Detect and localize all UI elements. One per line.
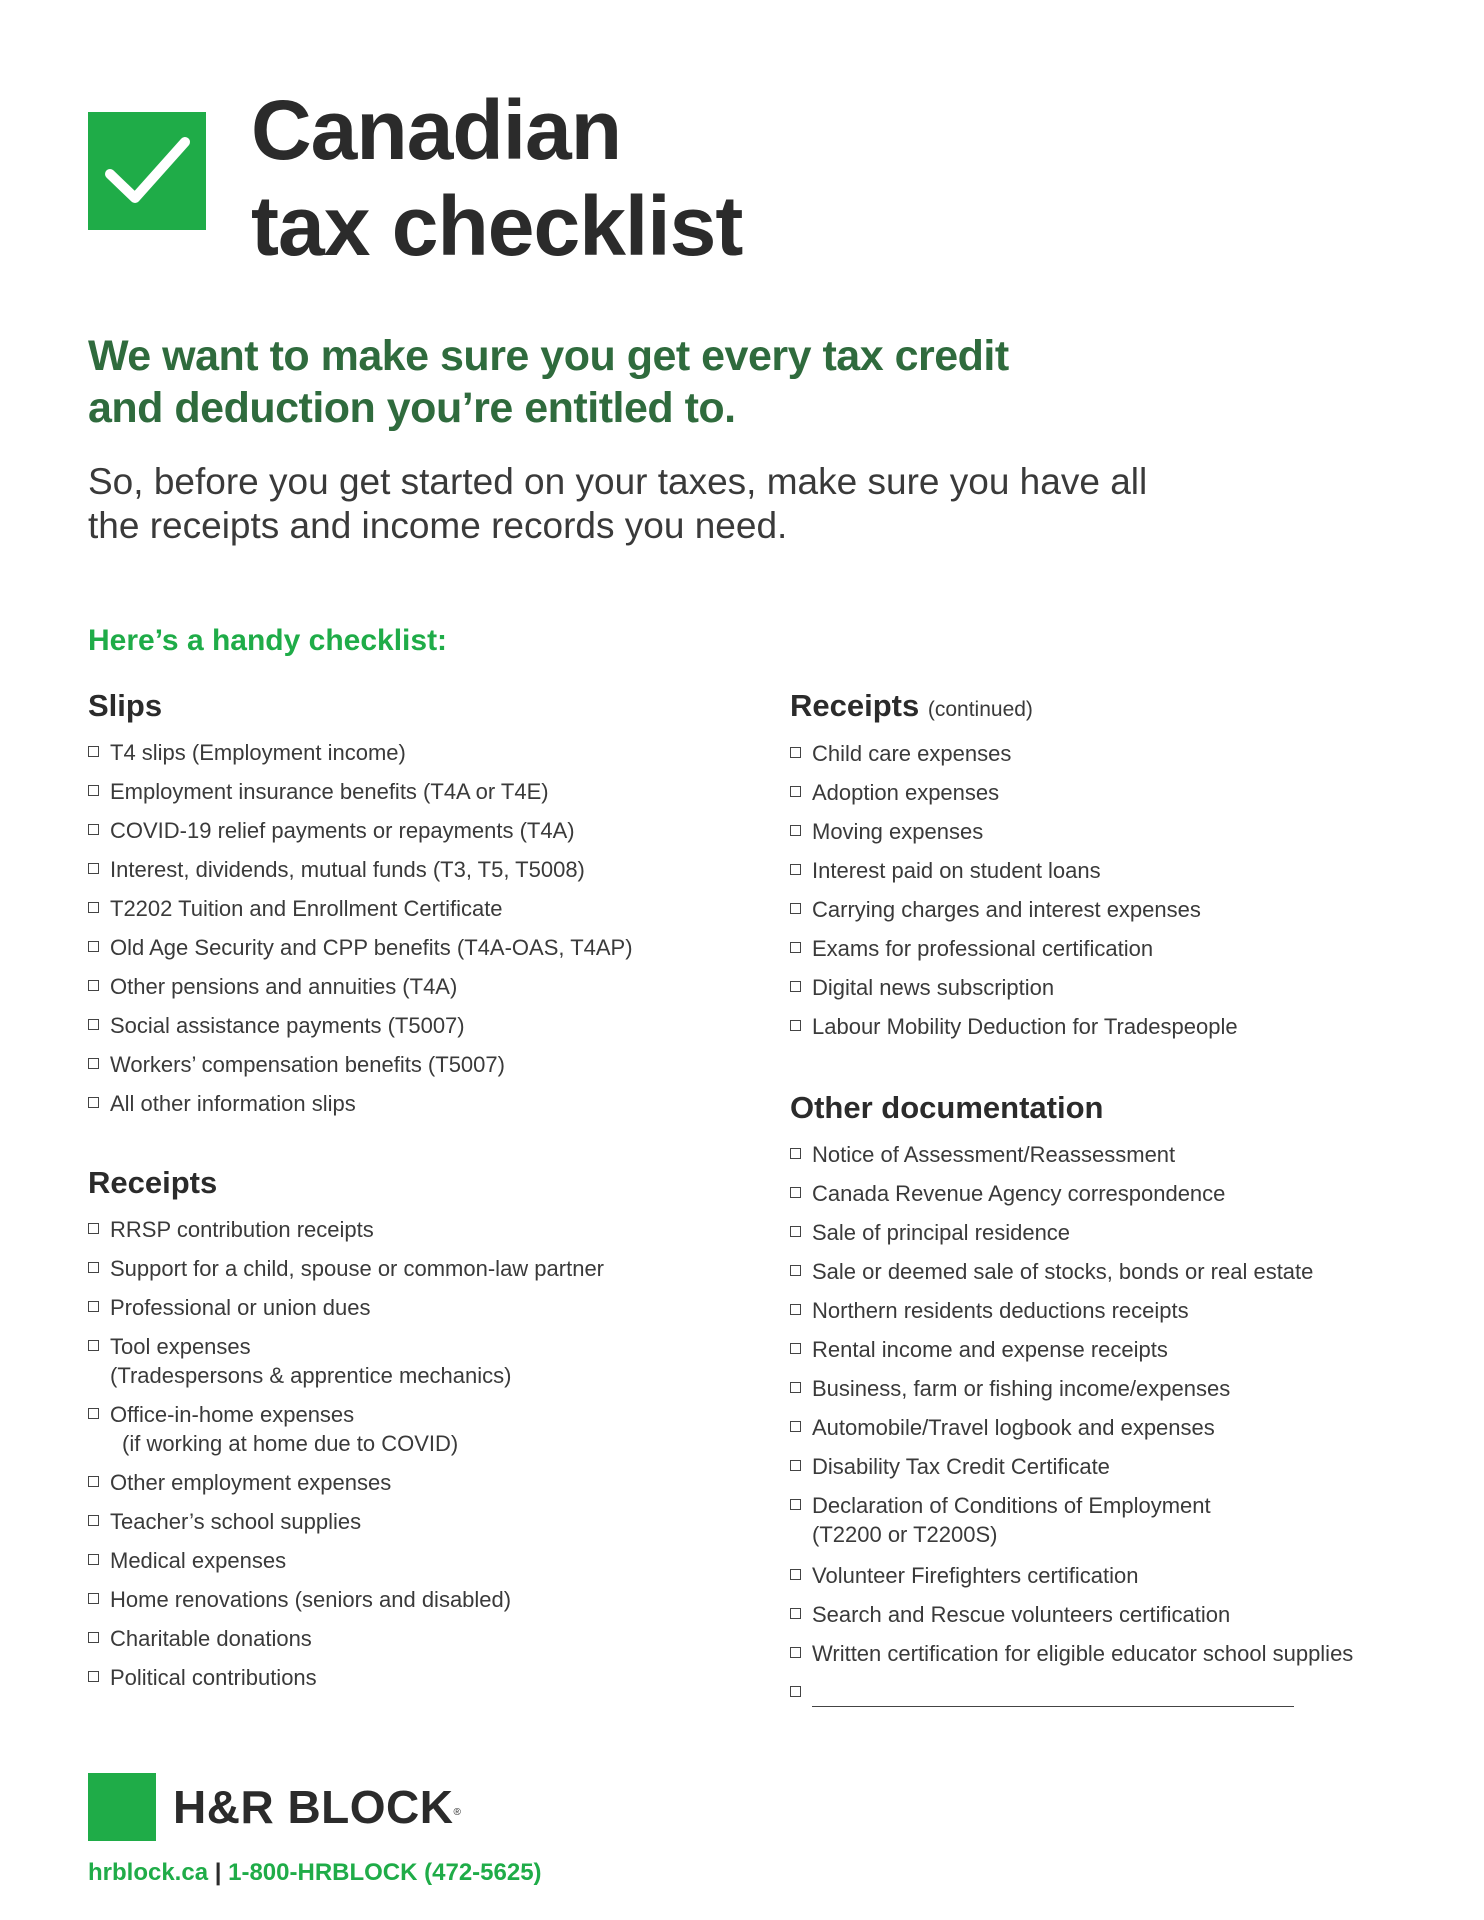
list-item[interactable]: T2202 Tuition and Enrollment Certificate [88, 894, 633, 933]
checkbox-icon[interactable] [88, 1476, 99, 1487]
list-item[interactable]: Declaration of Conditions of Employment (T2200 or T2200S) [790, 1491, 1353, 1561]
list-item[interactable]: Search and Rescue volunteers certification [790, 1600, 1353, 1639]
list-item[interactable]: Northern residents deductions receipts [790, 1296, 1353, 1335]
list-item[interactable]: Charitable donations [88, 1624, 604, 1663]
checkbox-icon[interactable] [790, 981, 801, 992]
list-item[interactable]: Political contributions [88, 1663, 604, 1702]
list-item[interactable]: Child care expenses [790, 739, 1238, 778]
checkbox-icon[interactable] [88, 1408, 99, 1419]
list-item[interactable]: Tool expenses (Tradespersons & apprentice mechanics) [88, 1332, 604, 1400]
slips-list [88, 738, 633, 1128]
continued-note: (continued) [927, 698, 1033, 721]
list-item[interactable]: Other pensions and annuities (T4A) [88, 972, 633, 1011]
list-item[interactable]: Interest, dividends, mutual funds (T3, T5, T5008) [88, 855, 633, 894]
list-item[interactable]: Rental income and expense receipts [790, 1335, 1353, 1374]
checkbox-icon[interactable] [88, 941, 99, 952]
checkbox-icon[interactable] [88, 1593, 99, 1604]
list-item[interactable]: Written certification for eligible educator school supplies [790, 1639, 1353, 1678]
list-item[interactable]: RRSP contribution receipts [88, 1215, 604, 1254]
list-item[interactable]: Automobile/Travel logbook and expenses [790, 1413, 1353, 1452]
list-item[interactable] [790, 1678, 1353, 1717]
list-item[interactable]: Canada Revenue Agency correspondence [790, 1179, 1353, 1218]
list-item[interactable]: Support for a child, spouse or common-law partner [88, 1254, 604, 1293]
list-item[interactable]: Old Age Security and CPP benefits (T4A-OAS, T4AP) [88, 933, 633, 972]
checkbox-icon[interactable] [88, 1301, 99, 1312]
checkbox-icon[interactable] [790, 1686, 801, 1697]
checkbox-icon[interactable] [88, 902, 99, 913]
page-title-line-2: tax checklist [251, 179, 743, 273]
checkbox-icon[interactable] [790, 1020, 801, 1031]
list-item[interactable]: Volunteer Firefighters certification [790, 1561, 1353, 1600]
list-item[interactable]: Social assistance payments (T5007) [88, 1011, 633, 1050]
checkbox-icon[interactable] [790, 903, 801, 914]
checkbox-icon[interactable] [88, 1515, 99, 1526]
list-item[interactable]: Office-in-home expenses (if working at home due to COVID) [88, 1400, 604, 1468]
checkbox-icon[interactable] [88, 824, 99, 835]
checkbox-icon[interactable] [88, 1223, 99, 1234]
write-in-blank-field[interactable] [812, 1688, 1294, 1707]
list-item[interactable]: Disability Tax Credit Certificate [790, 1452, 1353, 1491]
receipts-list [88, 1215, 604, 1702]
checkbox-icon[interactable] [88, 1058, 99, 1069]
checkbox-icon[interactable] [790, 1421, 801, 1432]
list-item[interactable]: Exams for professional certification [790, 934, 1238, 973]
checkbox-icon[interactable] [790, 864, 801, 875]
checkmark-icon [88, 112, 206, 230]
checkbox-icon[interactable] [88, 1632, 99, 1643]
checkbox-icon[interactable] [790, 1148, 801, 1159]
brand-logo-square-icon [88, 1773, 156, 1841]
website-link[interactable]: hrblock.ca [88, 1859, 209, 1886]
checkbox-icon[interactable] [790, 1460, 801, 1471]
checkbox-icon[interactable] [790, 1382, 801, 1393]
list-item[interactable]: Business, farm or fishing income/expenses [790, 1374, 1353, 1413]
checkbox-icon[interactable] [790, 1265, 801, 1276]
list-item[interactable]: Carrying charges and interest expenses [790, 895, 1238, 934]
checkbox-icon[interactable] [88, 1262, 99, 1273]
list-item[interactable]: Home renovations (seniors and disabled) [88, 1585, 604, 1624]
checkbox-icon[interactable] [790, 747, 801, 758]
list-item[interactable]: Employment insurance benefits (T4A or T4E) [88, 777, 633, 816]
other-documentation-list [790, 1140, 1353, 1717]
checkbox-icon[interactable] [88, 1554, 99, 1565]
checkbox-icon[interactable] [88, 1019, 99, 1030]
checkbox-icon[interactable] [88, 1097, 99, 1108]
phone-link[interactable]: 1-800-HRBLOCK (472-5625) [228, 1859, 542, 1886]
checkbox-icon[interactable] [88, 1671, 99, 1682]
list-item[interactable]: T4 slips (Employment income) [88, 738, 633, 777]
checkbox-icon[interactable] [790, 825, 801, 836]
receipts-continued-list [790, 739, 1238, 1051]
list-item[interactable]: Digital news subscription [790, 973, 1238, 1012]
brand-logo: H&R BLOCK® [173, 1781, 462, 1833]
checkbox-icon[interactable] [88, 863, 99, 874]
list-item[interactable]: Sale or deemed sale of stocks, bonds or real estate [790, 1257, 1353, 1296]
list-item[interactable]: Teacher’s school supplies [88, 1507, 604, 1546]
checkbox-icon[interactable] [790, 1569, 801, 1580]
page-title-line-1: Canadian [251, 83, 622, 177]
list-item[interactable]: Workers’ compensation benefits (T5007) [88, 1050, 633, 1089]
other-documentation-heading: Other documentation [790, 1090, 1104, 1125]
list-item[interactable]: Labour Mobility Deduction for Tradespeople [790, 1012, 1238, 1051]
list-item[interactable]: COVID-19 relief payments or repayments (T4A) [88, 816, 633, 855]
list-item[interactable]: All other information slips [88, 1089, 633, 1128]
checkbox-icon[interactable] [790, 1226, 801, 1237]
checkbox-icon[interactable] [790, 1187, 801, 1198]
checkmark-logo-icon [88, 112, 206, 230]
checkbox-icon[interactable] [88, 785, 99, 796]
page-title [251, 82, 742, 274]
list-item[interactable]: Interest paid on student loans [790, 856, 1238, 895]
checklist-label: Here’s a handy checklist: [88, 624, 448, 657]
list-item[interactable]: Medical expenses [88, 1546, 604, 1585]
checkbox-icon[interactable] [88, 1340, 99, 1351]
checkbox-icon[interactable] [790, 786, 801, 797]
slips-heading: Slips [88, 688, 163, 723]
checkbox-icon[interactable] [790, 1647, 801, 1658]
footer-contact [88, 1858, 542, 1888]
list-item[interactable]: Notice of Assessment/Reassessment [790, 1140, 1353, 1179]
list-item[interactable]: Other employment expenses [88, 1468, 604, 1507]
list-item[interactable]: Moving expenses [790, 817, 1238, 856]
checkbox-icon[interactable] [790, 942, 801, 953]
list-item[interactable]: Adoption expenses [790, 778, 1238, 817]
list-item[interactable]: Professional or union dues [88, 1293, 604, 1332]
intro-text: So, before you get started on your taxes, make sure you have all the receipts and income records you need. [88, 461, 1148, 546]
checkbox-icon[interactable] [790, 1343, 801, 1354]
footer-separator: | [214, 1859, 222, 1886]
headline: We want to make sure you get every tax credit and deduction you’re entitled to. [88, 332, 1009, 432]
checkbox-icon[interactable] [790, 1608, 801, 1619]
checkbox-icon[interactable] [790, 1304, 801, 1315]
receipts-heading: Receipts [88, 1165, 218, 1200]
receipts-continued-heading: Receipts (continued) [790, 688, 1033, 723]
list-item[interactable]: Sale of principal residence [790, 1218, 1353, 1257]
checkbox-icon[interactable] [88, 980, 99, 991]
checkbox-icon[interactable] [790, 1499, 801, 1510]
checkbox-icon[interactable] [88, 746, 99, 757]
